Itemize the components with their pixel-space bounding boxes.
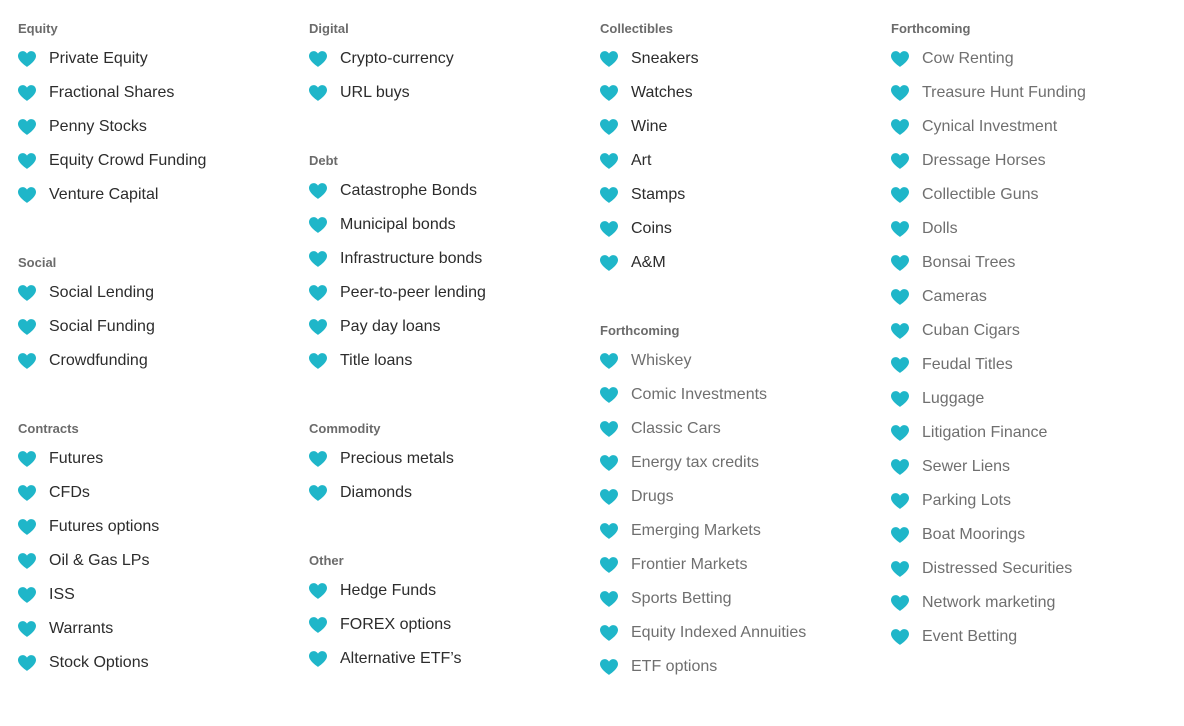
heart-icon[interactable] bbox=[891, 255, 909, 271]
heart-icon[interactable] bbox=[891, 187, 909, 203]
list-item[interactable] bbox=[309, 642, 589, 676]
heart-icon[interactable] bbox=[891, 459, 909, 475]
heart-icon[interactable] bbox=[18, 153, 36, 169]
list-item[interactable] bbox=[600, 616, 880, 650]
list-item[interactable] bbox=[600, 514, 880, 548]
heart-icon[interactable] bbox=[891, 357, 909, 373]
category-group bbox=[309, 420, 589, 510]
heart-icon[interactable] bbox=[18, 285, 36, 301]
list-item[interactable] bbox=[18, 310, 298, 344]
list-item[interactable] bbox=[309, 242, 589, 276]
list-item[interactable] bbox=[891, 416, 1171, 450]
group-title: Debt bbox=[309, 153, 338, 168]
heart-icon[interactable] bbox=[18, 485, 36, 501]
heart-icon[interactable] bbox=[309, 217, 327, 233]
list-item[interactable] bbox=[18, 178, 298, 212]
item-label: Futures bbox=[49, 450, 104, 467]
list-item[interactable] bbox=[600, 412, 880, 446]
heart-icon[interactable] bbox=[18, 553, 36, 569]
heart-icon[interactable] bbox=[18, 353, 36, 369]
list-item[interactable] bbox=[309, 608, 589, 642]
item-label: Crypto-currency bbox=[340, 50, 454, 67]
heart-icon[interactable] bbox=[891, 51, 909, 67]
heart-icon[interactable] bbox=[309, 51, 327, 67]
list-item[interactable] bbox=[600, 344, 880, 378]
list-item[interactable] bbox=[18, 510, 298, 544]
heart-icon[interactable] bbox=[891, 425, 909, 441]
item-list bbox=[309, 574, 589, 676]
heart-icon[interactable] bbox=[309, 183, 327, 199]
list-item[interactable] bbox=[309, 208, 589, 242]
list-item[interactable] bbox=[309, 174, 589, 208]
item-label: Sports Betting bbox=[631, 590, 732, 607]
heart-icon[interactable] bbox=[600, 387, 618, 403]
heart-icon[interactable] bbox=[891, 119, 909, 135]
heart-icon[interactable] bbox=[600, 51, 618, 67]
item-list bbox=[600, 344, 880, 684]
item-list bbox=[891, 42, 1171, 654]
list-item[interactable] bbox=[891, 518, 1171, 552]
list-item[interactable] bbox=[891, 246, 1171, 280]
category-group bbox=[18, 20, 298, 212]
item-label: Parking Lots bbox=[922, 492, 1011, 509]
item-label: Whiskey bbox=[631, 352, 692, 369]
item-label: Equity Crowd Funding bbox=[49, 152, 207, 169]
category-group bbox=[309, 20, 589, 110]
list-item[interactable] bbox=[600, 650, 880, 684]
heart-icon[interactable] bbox=[309, 451, 327, 467]
heart-icon[interactable] bbox=[600, 455, 618, 471]
item-label: Pay day loans bbox=[340, 318, 441, 335]
heart-icon[interactable] bbox=[600, 421, 618, 437]
list-item[interactable] bbox=[891, 552, 1171, 586]
group-title: Collectibles bbox=[600, 21, 673, 36]
category-column bbox=[309, 20, 589, 718]
list-item[interactable] bbox=[18, 612, 298, 646]
item-label: Municipal bonds bbox=[340, 216, 456, 233]
list-item[interactable] bbox=[600, 378, 880, 412]
item-label: Stamps bbox=[631, 186, 686, 203]
group-title: Digital bbox=[309, 21, 349, 36]
heart-icon[interactable] bbox=[600, 221, 618, 237]
category-group bbox=[309, 152, 589, 378]
item-label: Futures options bbox=[49, 518, 160, 535]
list-item[interactable] bbox=[600, 582, 880, 616]
category-column bbox=[891, 20, 1171, 696]
item-label: Private Equity bbox=[49, 50, 148, 67]
item-label: Classic Cars bbox=[631, 420, 721, 437]
item-label: Dolls bbox=[922, 220, 958, 237]
heart-icon[interactable] bbox=[309, 617, 327, 633]
item-label: Cow Renting bbox=[922, 50, 1014, 67]
list-item[interactable] bbox=[891, 314, 1171, 348]
heart-icon[interactable] bbox=[18, 587, 36, 603]
heart-icon[interactable] bbox=[600, 85, 618, 101]
group-title: Social bbox=[18, 255, 57, 270]
item-list bbox=[18, 276, 298, 378]
item-label: Comic Investments bbox=[631, 386, 768, 403]
item-list bbox=[600, 42, 880, 280]
list-item[interactable] bbox=[600, 76, 880, 110]
list-item[interactable] bbox=[891, 620, 1171, 654]
item-label: URL buys bbox=[340, 84, 410, 101]
item-label: Frontier Markets bbox=[631, 556, 748, 573]
item-label: Alternative ETF’s bbox=[340, 650, 462, 667]
category-group bbox=[18, 254, 298, 378]
item-label: Distressed Securities bbox=[922, 560, 1073, 577]
list-item[interactable] bbox=[600, 212, 880, 246]
list-item[interactable] bbox=[18, 110, 298, 144]
item-label: Watches bbox=[631, 84, 693, 101]
item-label: CFDs bbox=[49, 484, 90, 501]
list-item[interactable] bbox=[600, 480, 880, 514]
heart-icon[interactable] bbox=[891, 595, 909, 611]
item-label: Title loans bbox=[340, 352, 413, 369]
heart-icon[interactable] bbox=[309, 285, 327, 301]
heart-icon[interactable] bbox=[309, 319, 327, 335]
list-item[interactable] bbox=[600, 446, 880, 480]
list-item[interactable] bbox=[891, 144, 1171, 178]
item-label: Treasure Hunt Funding bbox=[922, 84, 1086, 101]
heart-icon[interactable] bbox=[600, 353, 618, 369]
item-list bbox=[309, 174, 589, 378]
heart-icon[interactable] bbox=[600, 153, 618, 169]
category-column bbox=[600, 20, 880, 726]
item-label: Precious metals bbox=[340, 450, 454, 467]
item-label: Luggage bbox=[922, 390, 985, 407]
list-item[interactable] bbox=[600, 548, 880, 582]
item-label: Network marketing bbox=[922, 594, 1056, 611]
heart-icon[interactable] bbox=[600, 625, 618, 641]
list-item[interactable] bbox=[891, 382, 1171, 416]
group-title: Forthcoming bbox=[891, 21, 971, 36]
list-item[interactable] bbox=[600, 178, 880, 212]
category-group bbox=[891, 20, 1171, 654]
item-label: Emerging Markets bbox=[631, 522, 761, 539]
list-item[interactable] bbox=[18, 76, 298, 110]
heart-icon[interactable] bbox=[309, 651, 327, 667]
list-item[interactable] bbox=[18, 344, 298, 378]
item-label: Venture Capital bbox=[49, 186, 159, 203]
list-item[interactable] bbox=[891, 178, 1171, 212]
list-item[interactable] bbox=[309, 344, 589, 378]
list-item[interactable] bbox=[309, 42, 589, 76]
heart-icon[interactable] bbox=[600, 523, 618, 539]
item-label: Coins bbox=[631, 220, 672, 237]
heart-icon[interactable] bbox=[309, 485, 327, 501]
heart-icon[interactable] bbox=[891, 629, 909, 645]
item-label: Penny Stocks bbox=[49, 118, 147, 135]
item-label: Boat Moorings bbox=[922, 526, 1026, 543]
item-label: Crowdfunding bbox=[49, 352, 148, 369]
item-label: Diamonds bbox=[340, 484, 413, 501]
heart-icon[interactable] bbox=[18, 519, 36, 535]
heart-icon[interactable] bbox=[309, 251, 327, 267]
group-title: Forthcoming bbox=[600, 323, 680, 338]
group-title: Commodity bbox=[309, 421, 381, 436]
item-label: Bonsai Trees bbox=[922, 254, 1016, 271]
list-item[interactable] bbox=[600, 144, 880, 178]
heart-icon[interactable] bbox=[600, 255, 618, 271]
item-label: Social Funding bbox=[49, 318, 155, 335]
item-label: Stock Options bbox=[49, 654, 149, 671]
list-item[interactable] bbox=[891, 348, 1171, 382]
item-label: Cameras bbox=[922, 288, 987, 305]
list-item[interactable] bbox=[309, 76, 589, 110]
heart-icon[interactable] bbox=[891, 527, 909, 543]
heart-icon[interactable] bbox=[891, 85, 909, 101]
heart-icon[interactable] bbox=[891, 561, 909, 577]
heart-icon[interactable] bbox=[891, 323, 909, 339]
heart-icon[interactable] bbox=[891, 391, 909, 407]
heart-icon[interactable] bbox=[18, 187, 36, 203]
item-label: Equity Indexed Annuities bbox=[631, 624, 807, 641]
list-item[interactable] bbox=[891, 280, 1171, 314]
category-group bbox=[309, 552, 589, 676]
list-item[interactable] bbox=[600, 110, 880, 144]
item-label: Hedge Funds bbox=[340, 582, 437, 599]
list-item[interactable] bbox=[309, 442, 589, 476]
item-label: Infrastructure bonds bbox=[340, 250, 483, 267]
category-group bbox=[18, 420, 298, 680]
item-label: Warrants bbox=[49, 620, 114, 637]
list-item[interactable] bbox=[18, 42, 298, 76]
item-label: Drugs bbox=[631, 488, 674, 505]
list-item[interactable] bbox=[18, 144, 298, 178]
heart-icon[interactable] bbox=[891, 153, 909, 169]
list-item[interactable] bbox=[309, 476, 589, 510]
group-title: Contracts bbox=[18, 421, 79, 436]
list-item[interactable] bbox=[309, 310, 589, 344]
item-label: Oil & Gas LPs bbox=[49, 552, 150, 569]
item-label: Litigation Finance bbox=[922, 424, 1048, 441]
item-label: A&M bbox=[631, 254, 666, 271]
heart-icon[interactable] bbox=[891, 493, 909, 509]
heart-icon[interactable] bbox=[600, 591, 618, 607]
category-column bbox=[18, 20, 298, 722]
item-label: Fractional Shares bbox=[49, 84, 175, 101]
heart-icon[interactable] bbox=[600, 187, 618, 203]
heart-icon[interactable] bbox=[18, 451, 36, 467]
item-label: Sewer Liens bbox=[922, 458, 1011, 475]
item-list bbox=[309, 42, 589, 110]
heart-icon[interactable] bbox=[309, 85, 327, 101]
heart-icon[interactable] bbox=[600, 659, 618, 675]
list-item[interactable] bbox=[18, 276, 298, 310]
list-item[interactable] bbox=[309, 574, 589, 608]
heart-icon[interactable] bbox=[309, 583, 327, 599]
heart-icon[interactable] bbox=[600, 119, 618, 135]
list-item[interactable] bbox=[309, 276, 589, 310]
item-label: Art bbox=[631, 152, 652, 169]
list-item[interactable] bbox=[18, 544, 298, 578]
item-label: ISS bbox=[49, 586, 75, 603]
list-item[interactable] bbox=[18, 476, 298, 510]
item-label: Event Betting bbox=[922, 628, 1018, 645]
list-item[interactable] bbox=[18, 578, 298, 612]
item-label: Feudal Titles bbox=[922, 356, 1013, 373]
list-item[interactable] bbox=[891, 110, 1171, 144]
item-label: ETF options bbox=[631, 658, 718, 675]
heart-icon[interactable] bbox=[309, 353, 327, 369]
item-label: Wine bbox=[631, 118, 668, 135]
item-label: FOREX options bbox=[340, 616, 452, 633]
list-item[interactable] bbox=[891, 42, 1171, 76]
list-item[interactable] bbox=[600, 42, 880, 76]
list-item[interactable] bbox=[891, 586, 1171, 620]
category-group bbox=[600, 20, 880, 280]
list-item[interactable] bbox=[18, 442, 298, 476]
heart-icon[interactable] bbox=[18, 85, 36, 101]
heart-icon[interactable] bbox=[18, 621, 36, 637]
item-label: Catastrophe Bonds bbox=[340, 182, 477, 199]
heart-icon[interactable] bbox=[600, 489, 618, 505]
heart-icon[interactable] bbox=[18, 51, 36, 67]
item-list bbox=[18, 42, 298, 212]
item-label: Cuban Cigars bbox=[922, 322, 1020, 339]
item-label: Dressage Horses bbox=[922, 152, 1046, 169]
heart-icon[interactable] bbox=[600, 557, 618, 573]
heart-icon[interactable] bbox=[18, 119, 36, 135]
list-item[interactable] bbox=[891, 450, 1171, 484]
item-list bbox=[309, 442, 589, 510]
heart-icon[interactable] bbox=[891, 289, 909, 305]
list-item[interactable] bbox=[891, 76, 1171, 110]
list-item[interactable] bbox=[891, 484, 1171, 518]
item-list bbox=[18, 442, 298, 680]
category-group bbox=[600, 322, 880, 684]
heart-icon[interactable] bbox=[891, 221, 909, 237]
list-item[interactable] bbox=[18, 646, 298, 680]
group-title: Other bbox=[309, 553, 344, 568]
item-label: Sneakers bbox=[631, 50, 699, 67]
group-title: Equity bbox=[18, 21, 58, 36]
heart-icon[interactable] bbox=[18, 319, 36, 335]
item-label: Collectible Guns bbox=[922, 186, 1039, 203]
item-label: Peer-to-peer lending bbox=[340, 284, 486, 301]
list-item[interactable] bbox=[891, 212, 1171, 246]
list-item[interactable] bbox=[600, 246, 880, 280]
item-label: Energy tax credits bbox=[631, 454, 760, 471]
item-label: Social Lending bbox=[49, 284, 154, 301]
item-label: Cynical Investment bbox=[922, 118, 1058, 135]
heart-icon[interactable] bbox=[18, 655, 36, 671]
